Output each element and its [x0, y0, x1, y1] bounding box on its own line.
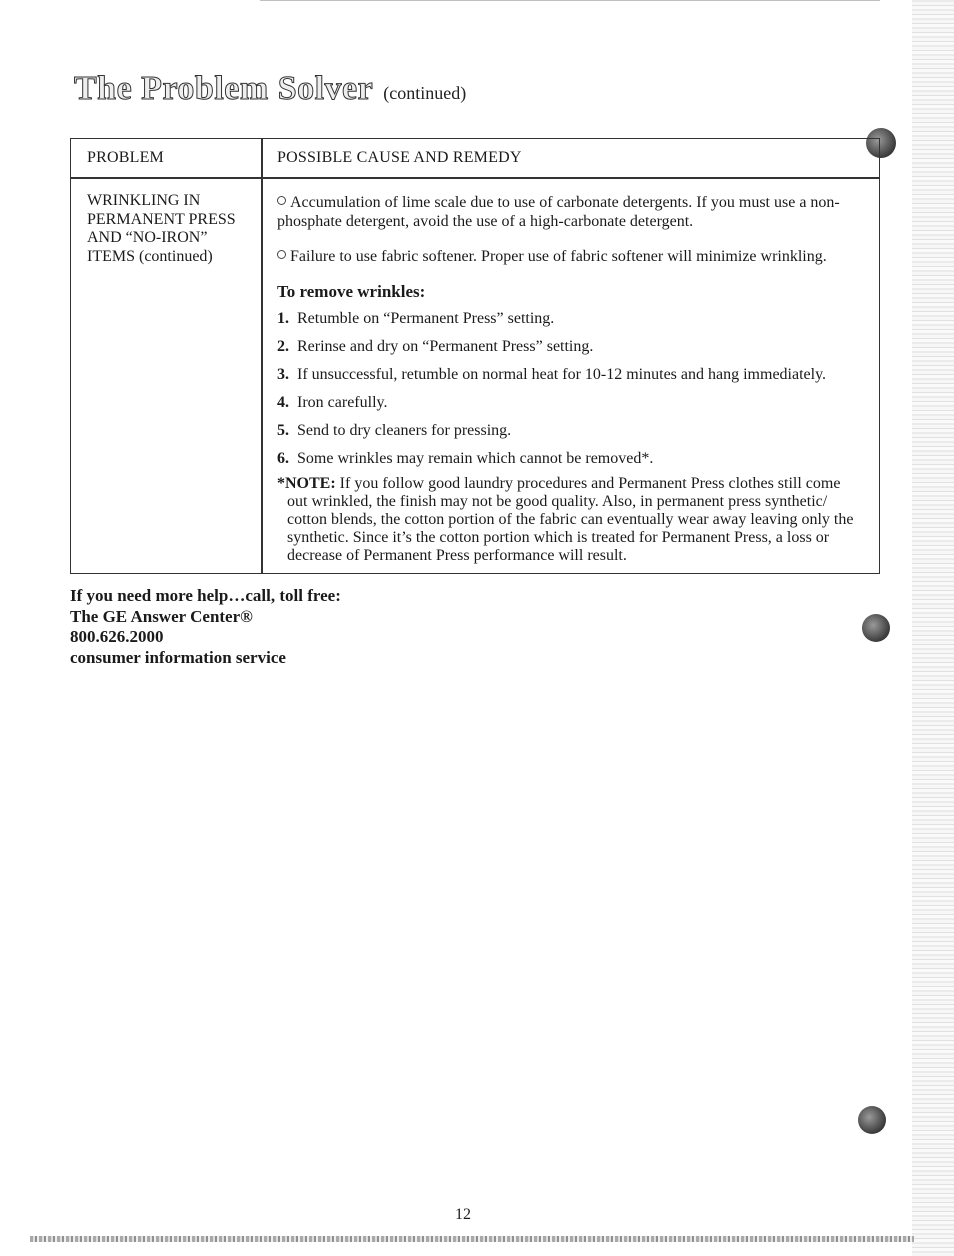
step-text: Rerinse and dry on “Permanent Press” setting. [297, 338, 594, 355]
step-text: Some wrinkles may remain which cannot be removed*. [297, 450, 654, 467]
remove-wrinkles-heading: To remove wrinkles: [277, 282, 426, 301]
note-line: synthetic. Since it’s the cotton portion which is treated for Permanent Press, a loss or [287, 529, 830, 546]
list-item [277, 337, 867, 356]
note-label: *NOTE: [277, 475, 336, 492]
step-number: 2. [277, 338, 289, 355]
page-title-main: The Problem Solver [74, 70, 374, 107]
step-text: If unsuccessful, retumble on normal heat for 10-12 minutes and hang immediately. [297, 366, 827, 383]
note-line: out wrinkled, the finish may not be good quality. Also, in permanent press synthetic/ [287, 493, 828, 510]
top-rule [260, 0, 880, 1]
answer-center-name: The GE Answer Center® [70, 606, 253, 626]
scan-edge-bottom [30, 1236, 914, 1242]
step-number: 1. [277, 310, 289, 327]
help-contact-block [70, 586, 341, 668]
step-number: 4. [277, 394, 289, 411]
cause-bullet [277, 247, 867, 266]
remedy-steps [277, 309, 867, 468]
binder-hole-icon [858, 1106, 886, 1134]
list-item [277, 421, 867, 440]
cause-bullet [277, 193, 867, 231]
service-description: consumer information service [70, 647, 286, 667]
step-number: 5. [277, 422, 289, 439]
page-number: 12 [455, 1206, 471, 1223]
list-item [277, 365, 867, 384]
table-column-divider [261, 139, 263, 573]
problem-line: AND “NO-IRON” [87, 229, 208, 246]
step-text: Send to dry cleaners for pressing. [297, 422, 512, 439]
step-number: 3. [277, 366, 289, 383]
scan-edge-right [912, 0, 954, 1256]
note-line: decrease of Permanent Press performance will result. [287, 547, 627, 564]
help-prompt: If you need more help…call, toll free: [70, 586, 341, 605]
header-problem: PROBLEM [87, 149, 164, 166]
step-text: Retumble on “Permanent Press” setting. [297, 310, 555, 327]
cause-bullet-text: Accumulation of lime scale due to use of carbonate detergents. If you must use a non-phosphate detergent, avoid the use of a high-carbonate detergent. [277, 194, 840, 230]
cause-bullet-text: Failure to use fabric softener. Proper use of fabric softener will minimize wrinkling. [290, 248, 827, 265]
table-header-divider [71, 177, 879, 179]
bullet-icon [277, 250, 286, 259]
list-item [277, 449, 867, 468]
problem-line: WRINKLING IN [87, 192, 201, 209]
step-text: Iron carefully. [297, 394, 388, 411]
list-item [277, 393, 867, 412]
problem-solver-table [70, 138, 880, 574]
page-title [74, 70, 466, 108]
phone-number: 800.626.2000 [70, 627, 164, 646]
list-item [277, 309, 867, 328]
header-cause-remedy: POSSIBLE CAUSE AND REMEDY [277, 149, 522, 166]
remedy-cell [277, 193, 867, 565]
bullet-icon [277, 196, 286, 205]
binder-hole-icon [862, 614, 890, 642]
problem-line: ITEMS (continued) [87, 247, 213, 265]
step-number: 6. [277, 450, 289, 467]
problem-line: PERMANENT PRESS [87, 210, 236, 228]
permanent-press-note [277, 475, 867, 565]
page-title-suffix: (continued) [383, 83, 467, 103]
problem-cell [87, 192, 257, 266]
note-line: cotton blends, the cotton portion of the fabric can eventually wear away leaving only the [287, 511, 854, 528]
note-line: If you follow good laundry procedures and Permanent Press clothes still come [339, 475, 841, 492]
